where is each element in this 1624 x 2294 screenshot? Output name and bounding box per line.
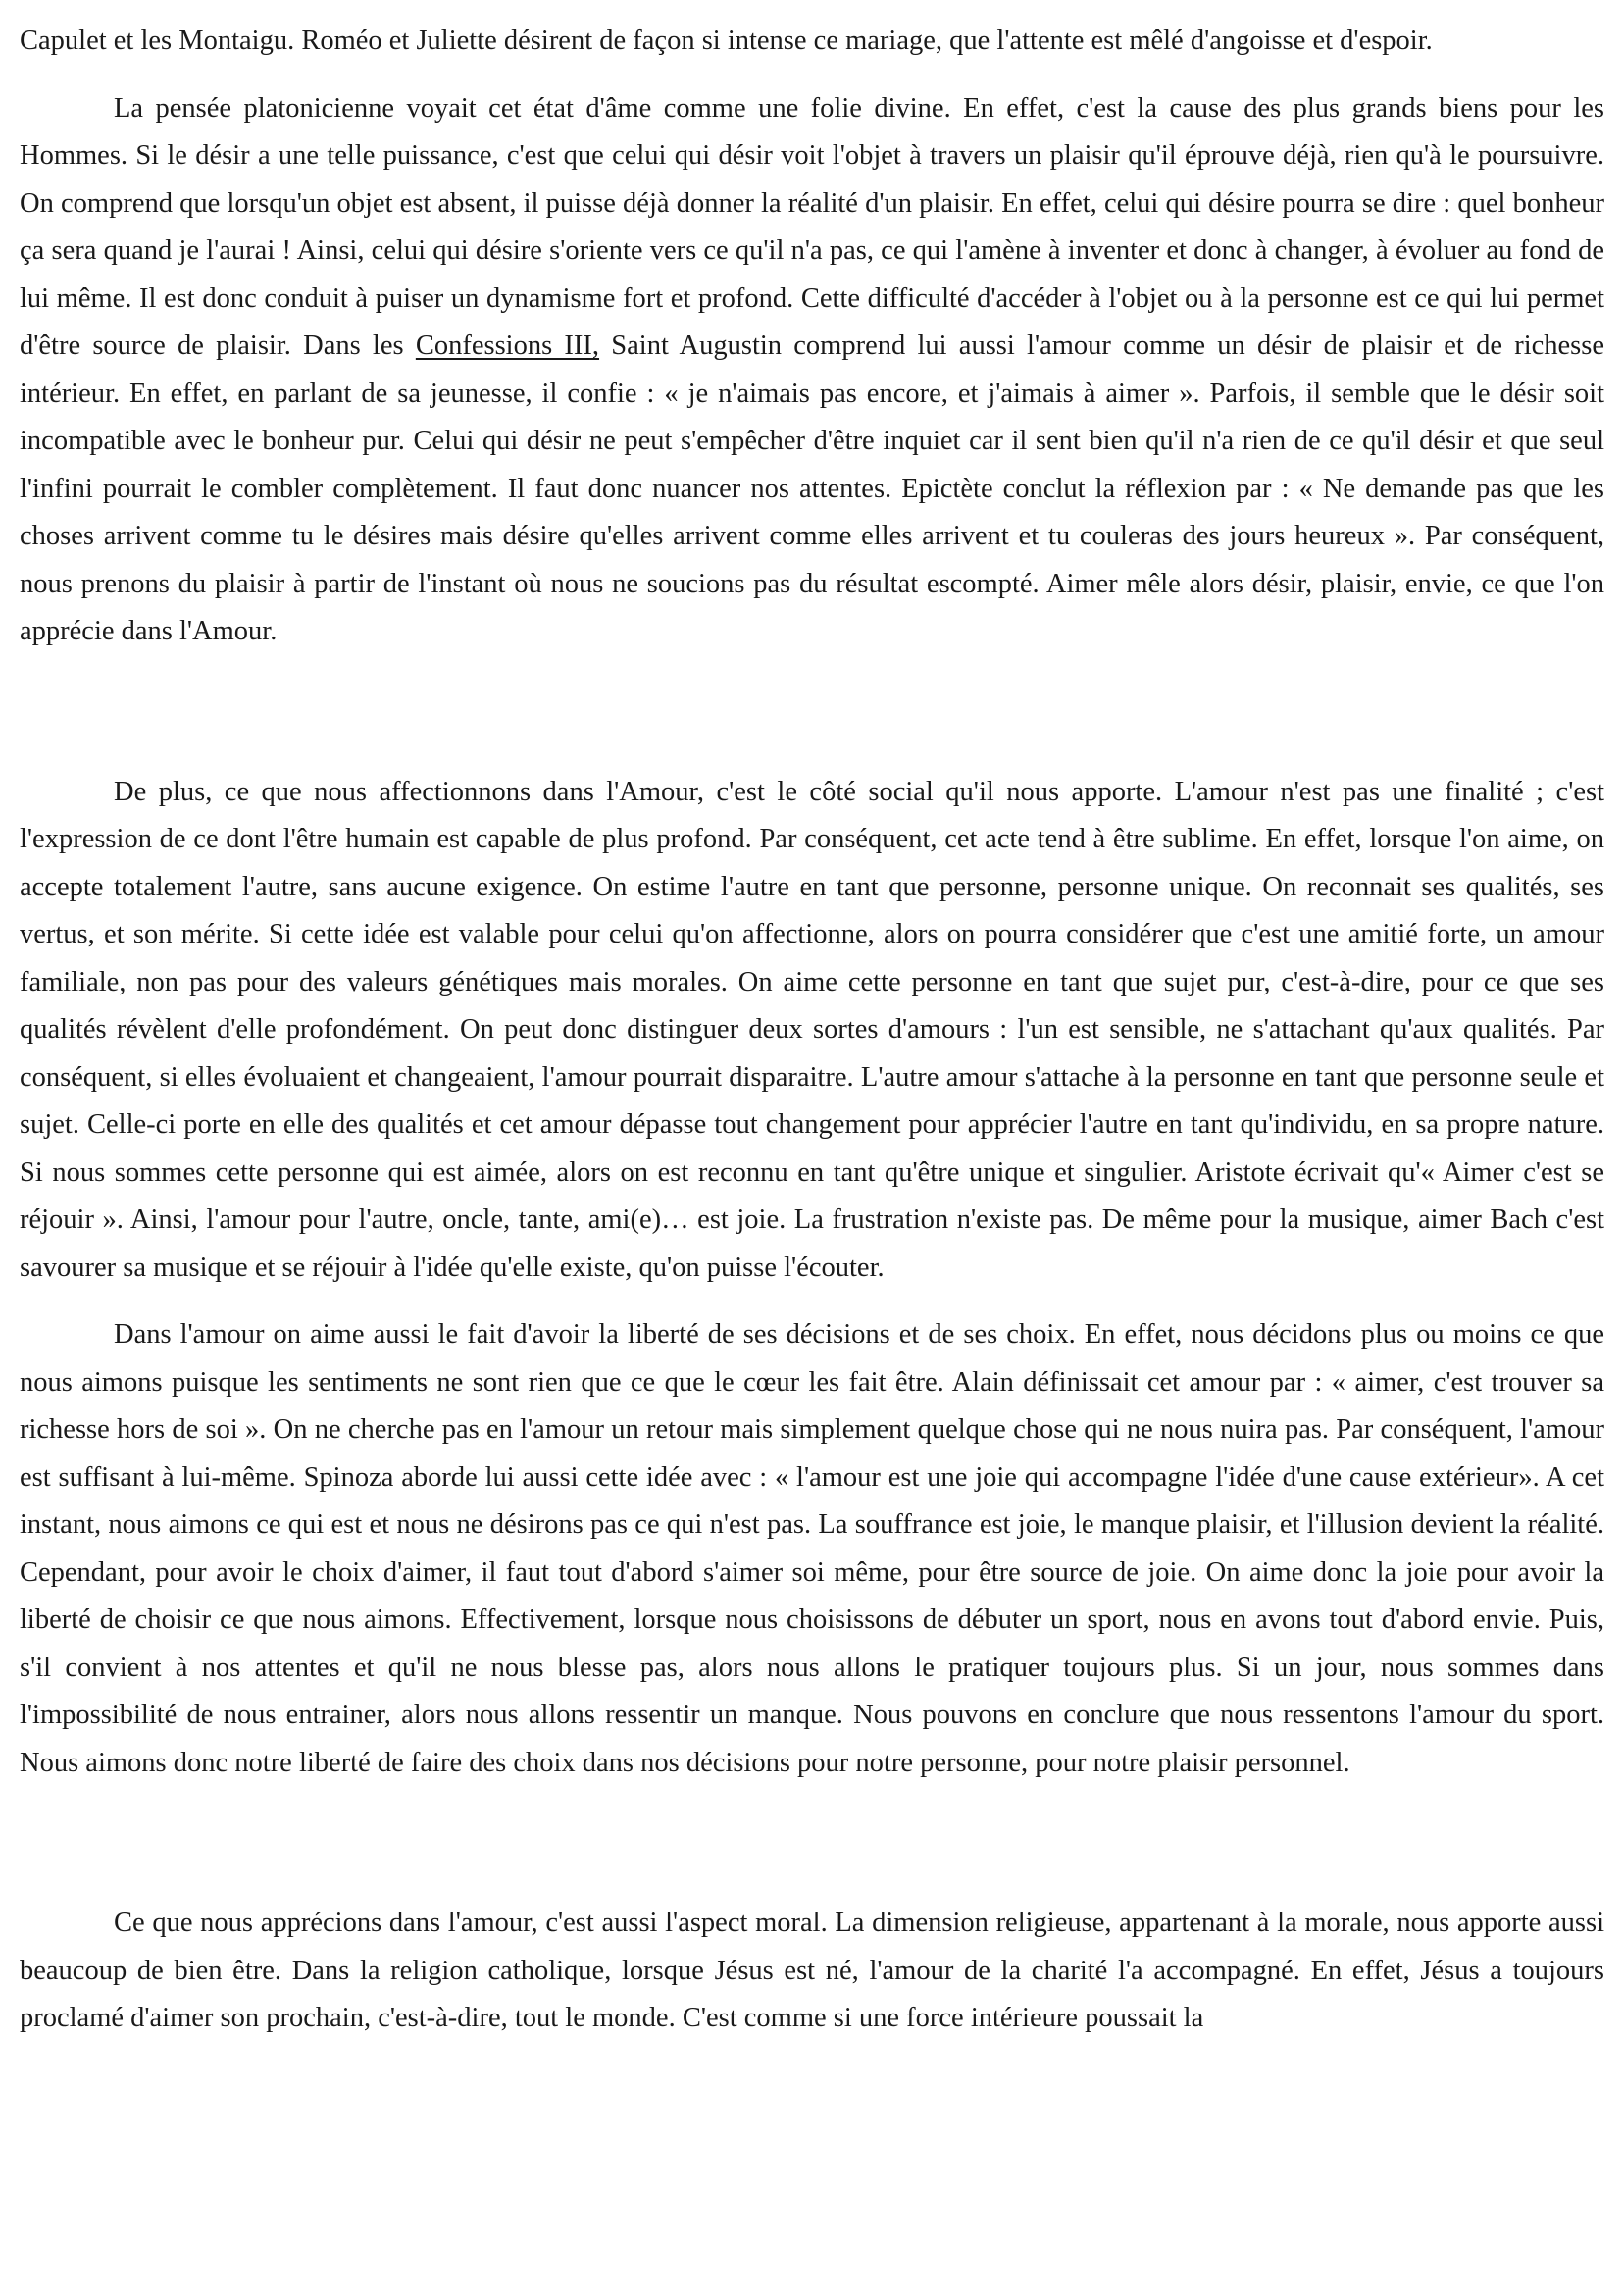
paragraph-2-text-after: Saint Augustin comprend lui aussi l'amour comme un désir de plaisir et de richesse intérieur. En effet, en parlant de sa jeunesse, il confie : « je n'aimais pas encore, et j'aimais à aimer ». Parfois, il semble que le désir soit incompatible avec le bonheur pur. Celui qui désir ne peut s'empêcher d'être inquiet car il sent bien qu'il n'a rien de ce qu'il désir et que seul l'infini pourrait le combler complètement. Il faut donc nuancer nos attentes. Epictète conclut la réflexion par : « Ne demande pas que les choses arrivent comme tu le désires mais désire qu'elles arrivent comme elles arrivent et tu couleras des jours heureux ». Par conséquent, nous prenons du plaisir à partir de l'instant où nous ne soucions pas du résultat escompté. Aimer mêle alors désir, plaisir, envie, ce que l'on apprécie dans l'Amour.: [20, 331, 1604, 646]
paragraph-spacer: [20, 66, 1604, 85]
paragraph-3: De plus, ce que nous affectionnons dans l'Amour, c'est le côté social qu'il nous apporte. L'amour n'est pas une finalité ; c'est l'expression de ce dont l'être humain est capable de plus profond. Par conséquent, cet acte tend à être sublime. En effet, lorsque l'on aime, on accepte totalement l'autre, sans aucune exigence. On estime l'autre en tant que personne, personne unique. On reconnait ses qualités, ses vertus, et son mérite. Si cette idée est valable pour celui qu'on affectionne, alors on pourra considérer que c'est une amitié forte, un amour familiale, non pas pour des valeurs génétiques mais morales. On aime cette personne en tant que sujet pur, c'est-à-dire, pour ce que ses qualités révèlent d'elle profondément. On peut donc distinguer deux sortes d'amours : l'un est sensible, ne s'attachant qu'aux qualités. Par conséquent, si elles évoluaient et changeaient, l'amour pourrait disparaitre. L'autre amour s'attache à la personne en tant que personne seule et sujet. Celle-ci porte en elle des qualités et cet amour dépasse tout changement pour apprécier l'autre en tant qu'individu, en sa propre nature. Si nous sommes cette personne qui est aimée, alors on est reconnu en tant qu'être unique et singulier. Aristote écrivait qu'« Aimer c'est se réjouir ». Ainsi, l'amour pour l'autre, oncle, tante, ami(e)… est joie. La frustration n'existe pas. De même pour la musique, aimer Bach c'est savourer sa musique et se réjouir à l'idée qu'elle existe, qu'on puisse l'écouter.: [20, 776, 1604, 1283]
confessions-reference: Confessions III,: [415, 331, 600, 361]
paragraph-5: Ce que nous apprécions dans l'amour, c'est aussi l'aspect moral. La dimension religieuse, appartenant à la morale, nous apporte aussi beaucoup de bien être. Dans la religion catholique, lorsque Jésus est né, l'amour de la charité l'a accompagné. En effet, Jésus a toujours proclamé d'aimer son prochain, c'est-à-dire, tout le monde. C'est comme si une force intérieure poussait la: [20, 1908, 1604, 2033]
paragraph-2: [20, 85, 1604, 656]
document-page: [20, 18, 1604, 2043]
section-spacer: [20, 1787, 1604, 1900]
paragraph-2-text-before: La pensée platonicienne voyait cet état d'âme comme une folie divine. En effet, c'est la cause des plus grands biens pour les Hommes. Si le désir a une telle puissance, c'est que celui qui désir voit l'objet à travers un plaisir qu'il éprouve déjà, rien qu'à le poursuivre. On comprend que lorsqu'un objet est absent, il puisse déjà donner la réalité d'un plaisir. En effet, celui qui désire pourra se dire : quel bonheur ça sera quand je l'aurai ! Ainsi, celui qui désire s'oriente vers ce qu'il n'a pas, ce qui l'amène à inventer et donc à changer, à évoluer au fond de lui même. Il est donc conduit à puiser un dynamisme fort et profond. Cette difficulté d'accéder à l'objet ou à la personne est ce qui lui permet d'être source de plaisir. Dans les: [20, 92, 1604, 361]
paragraph-1: Capulet et les Montaigu. Roméo et Juliette désirent de façon si intense ce mariage, que l'attente est mêlé d'angoisse et d'espoir.: [20, 25, 1433, 56]
section-spacer: [20, 656, 1604, 769]
paragraph-spacer: [20, 1292, 1604, 1311]
paragraph-4: Dans l'amour on aime aussi le fait d'avoir la liberté de ses décisions et de ses choix. En effet, nous décidons plus ou moins ce que nous aimons puisque les sentiments ne sont rien que ce que le cœur les fait être. Alain définissait cet amour par : « aimer, c'est trouver sa richesse hors de soi ». On ne cherche pas en l'amour un retour mais simplement quelque chose qui ne nous nuira pas. Par conséquent, l'amour est suffisant à lui-même. Spinoza aborde lui aussi cette idée avec : « l'amour est une joie qui accompagne l'idée d'une cause extérieur». A cet instant, nous aimons ce qui est et nous ne désirons pas ce qui n'est pas. La souffrance est joie, le manque plaisir, et l'illusion devient la réalité. Cependant, pour avoir le choix d'aimer, il faut tout d'abord s'aimer soi même, pour être source de joie. On aime donc la joie pour avoir la liberté de choisir ce que nous aimons. Effectivement, lorsque nous choisissons de débuter un sport, nous en avons tout d'abord envie. Puis, s'il convient à nos attentes et qu'il ne nous blesse pas, alors nous allons le pratiquer toujours plus. Si un jour, nous sommes dans l'impossibilité de nous entrainer, alors nous allons ressentir un manque. Nous pouvons en conclure que nous ressentons l'amour du sport. Nous aimons donc notre liberté de faire des choix dans nos décisions pour notre personne, pour notre plaisir personnel.: [20, 1319, 1604, 1778]
